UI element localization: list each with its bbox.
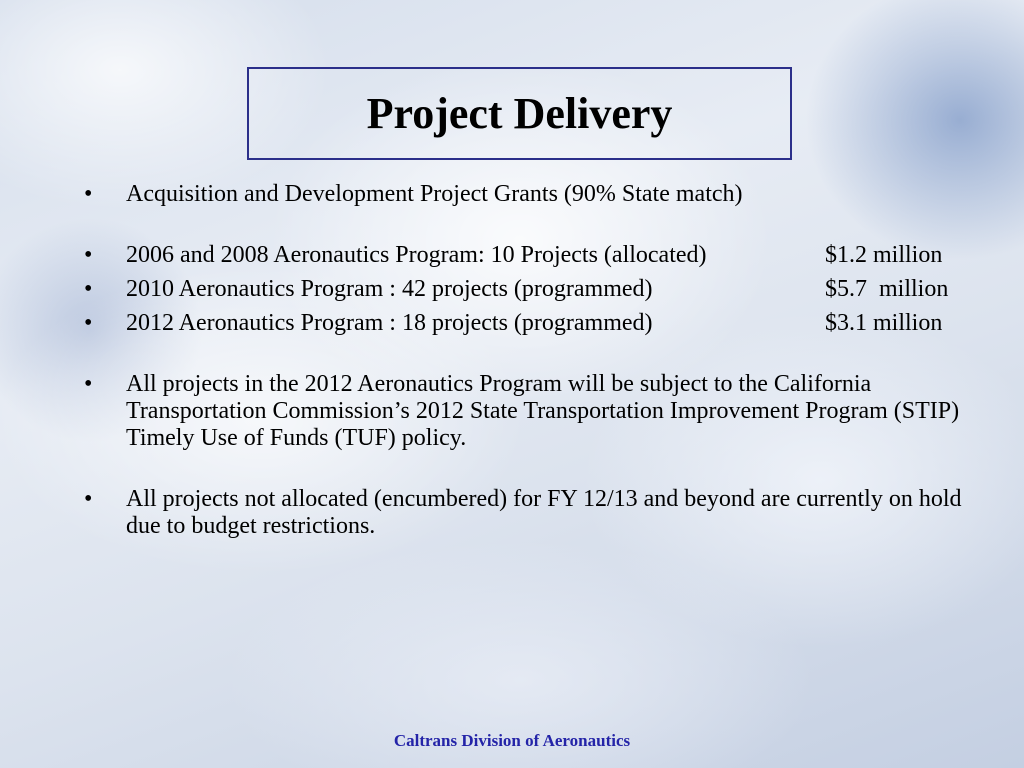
bullet-item (84, 371, 984, 452)
bullet-dot: • (84, 310, 93, 336)
bullet-list (84, 181, 984, 540)
bullet-text: All projects not allocated (encumbered) for FY 12/13 and beyond are currently on hold due to budget restrictions. (126, 486, 962, 539)
bullet-item (84, 486, 984, 540)
bullet-text: 2006 and 2008 Aeronautics Program: 10 Projects (allocated) (126, 242, 707, 268)
bullet-text: All projects in the 2012 Aeronautics Program will be subject to the California Transportation Commission’s 2012 State Transportation Improvement Program (STIP) Timely Use of Funds (TUF) policy. (126, 371, 960, 451)
bullet-amount: $5.7 million (825, 276, 949, 302)
bullet-dot: • (84, 181, 93, 207)
slide-title: Project Delivery (366, 89, 673, 138)
footer-text: Caltrans Division of Aeronautics (393, 731, 631, 750)
bullet-amount: $3.1 million (825, 310, 943, 336)
bullet-text: 2012 Aeronautics Program : 18 projects (programmed) (126, 310, 653, 336)
bullet-amount: $1.2 million (825, 242, 943, 268)
bullet-dot: • (84, 242, 93, 268)
bullet-text: 2010 Aeronautics Program : 42 projects (programmed) (126, 276, 653, 302)
bullet-dot: • (84, 276, 93, 302)
bullet-text: Acquisition and Development Project Grants (90% State match) (126, 181, 743, 207)
bullet-dot: • (84, 486, 93, 512)
title-box (247, 67, 792, 160)
bullet-item (84, 276, 984, 303)
bullet-dot: • (84, 371, 93, 397)
bullet-item (84, 310, 984, 337)
bullet-item (84, 242, 984, 269)
bullet-item (84, 181, 984, 208)
